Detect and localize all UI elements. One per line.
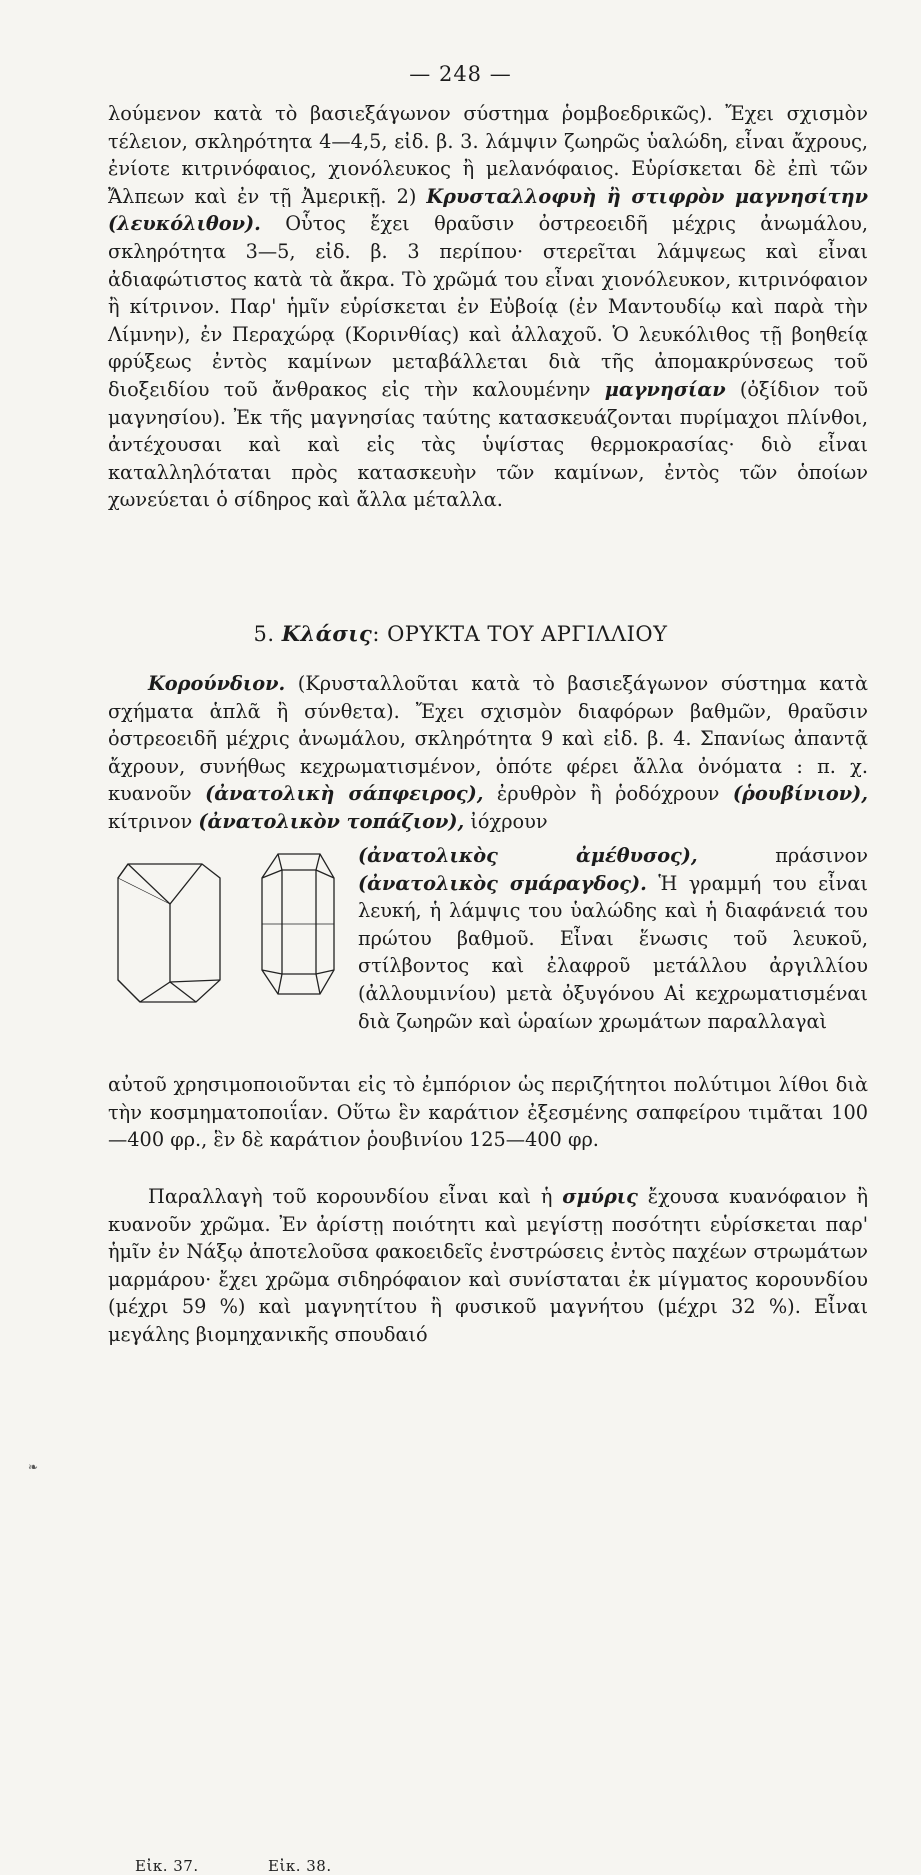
- term-magnesia: μαγνησίαν: [604, 377, 726, 401]
- margin-mark-icon: ❧: [28, 1460, 39, 1474]
- term-corundum: Κορούνδιον.: [148, 672, 286, 695]
- paragraph-emery: Παραλλαγὴ τοῦ κορουνδίου εἶναι καὶ ἡ σμύρις ἔχουσα κυανόφαιον ἢ κυανοῦν χρῶμα. Ἐν ἀρίστῃ ποιότητι καὶ μεγίστῃ ποσότητι εὑρίσκεται παρ' ἡμῖν ἐν Νάξῳ ἀποτελοῦσα φακοειδεῖς ἐνστρώσεις ἐντὸς παχέων στρωμάτων μαρμάρου· ἔχει χρῶμα σιδηρόφαιον καὶ συνίσταται ἐκ μίγματος κορουνδίου (μέχρι 59 %) καὶ μαγνητίτου ἢ φυσικοῦ μαγνήτου (μέχρι 32 %). Εἶναι μεγάλης βιομηχανικῆς σπουδαιό: [108, 1185, 869, 1346]
- term-emery: σμύρις: [562, 1185, 638, 1208]
- paragraph-sapphire-prices: αὐτοῦ χρησιμοποιοῦνται εἰς τὸ ἐμπόριον ὡς περιζήτητοι πολύτιμοι λίθοι διὰ τὴν κοσμηματοποιΐαν. Οὕτω ἓν καράτιον ἐξεσμένης σαπφείρου τιμᾶται 100—400 φρ., ἓν δὲ καράτιον ῥουβινίου 125—400 φρ.: [108, 1073, 868, 1152]
- figure-37-caption: Εἰκ. 37.: [135, 1857, 199, 1875]
- paragraph-magnesite: λούμενον κατὰ τὸ βασιεξάγωνον σύστημα ῥομβοεδρικῶς). Ἔχει σχισμὸν τέλειον, σκληρότητα 4—4,5, εἰδ. β. 3. λάμψιν ζωηρῶς ὑαλώδη, εἶναι ἄχρους, ἐνίοτε κιτρινόφαιος, χιονόλευκος ἢ μελανόφαιος. Εὑρίσκεται δὲ ἐπὶ τῶν Ἄλπεων καὶ ἐν τῇ Ἀμερικῇ. 2) Κρυσταλλοφυὴ ἢ στιφρὸν μαγνησίτην (λευκόλιθον). Οὗτος ἔχει θραῦσιν ὀστρεοειδῆ μέχρις ἀνωμάλου, σκληρότητα 3—5, εἰδ. β. 3 περίπου· στερεῖται λάμψεως καὶ εἶναι ἀδιαφώτιστος κατὰ τὰ ἄκρα. Τὸ χρῶμά του εἶναι χιονόλευκον, κιτρινόφαιον ἢ κίτρινον. Παρ' ἡμῖν εὑρίσκεται ἐν Εὐβοίᾳ (ἐν Μαντουδίῳ καὶ παρὰ τὴν Λίμνην), ἐν Περαχώρᾳ (Κορινθίας) καὶ ἀλλαχοῦ. Ὁ λευκόλιθος τῇ βοηθείᾳ φρύξεως ἐντὸς καμίνων μεταβάλλεται διὰ τῆς ἀπομακρύνσεως τοῦ διοξειδίου τοῦ ἄνθρακος εἰς τὴν καλουμένην μαγνησίαν (ὀξίδιον τοῦ μαγνησίου). Ἐκ τῆς μαγνησίας ταύτης κατασκευάζονται πυρίμαχοι πλίνθοι, ἀντέχουσαι καὶ καὶ εἰς τὰς ὑψίστας θερμοκρασίας· διὸ εἶναι καταλληλόταται πρὸς κατασκευὴν τῶν καμίνων, ἐντὸς τῶν ὁποίων χωνεύεται ὁ σίδηρος καὶ ἄλλα μέταλλα.: [108, 102, 868, 512]
- crystal-figure-38-icon: [248, 842, 348, 1012]
- crystal-figure-37-icon: [110, 842, 230, 1012]
- section-heading: 5. Κλάσις: ΟΡΥΚΤΑ ΤΟΥ ΑΡΓΙΛΛΙΟΥ: [253, 621, 668, 646]
- page-number: — 248 —: [409, 62, 512, 86]
- figure-38-caption: Εἰκ. 38.: [268, 1857, 332, 1875]
- term-crystalline-magnesite: Κρυσταλλοφυὴ ἢ στιφρὸν μαγνησίτην (λευκόλιθον).: [108, 184, 868, 236]
- paragraph-corundum: Κορούνδιον. (Κρυσταλλοῦται κατὰ τὸ βασιεξάγωνον σύστημα κατὰ σχήματα ἁπλᾶ ἢ σύνθετα). Ἔχει σχισμὸν διαφόρων βαθμῶν, θραῦσιν ὀστρεοειδῆ μέχρις ἀνωμάλου, σκληρότητα 9 καὶ εἰδ. β. 4. Σπανίως ἀπαντᾷ ἄχρουν, συνήθως κεχρωματισμένον, ὁπότε φέρει ἄλλα ὀνόματα : π. χ. κυανοῦν (ἀνατολικὴ σάπφειρος), ἐρυθρὸν ἢ ῥοδόχρουν (ῥουβίνιον), κίτρινον (ἀνατολικὸν τοπάζιον), ἰόχρουν: [108, 672, 868, 833]
- crystal-figures: [108, 842, 348, 1875]
- paragraph-corundum-continued: (ἀνατολικὸς ἀμέθυσος), πράσινον (ἀνατολικὸς σμάραγδος). Ἡ γραμμή του εἶναι λευκή, ἡ λάμψις του ὑαλώδης καὶ ἡ διαφάνειά του πρώτου βαθμοῦ. Εἶναι ἕνωσις τοῦ λευκοῦ, στίλβοντος καὶ ἐλαφροῦ μετάλλου ἀργιλλίου (ἀλλουμινίου) μετὰ ὀξυγόνου Αἱ κεχρωματισμέναι διὰ ζωηρῶν καὶ ὡραίων χρωμάτων παραλλαγαὶ: [358, 844, 868, 1033]
